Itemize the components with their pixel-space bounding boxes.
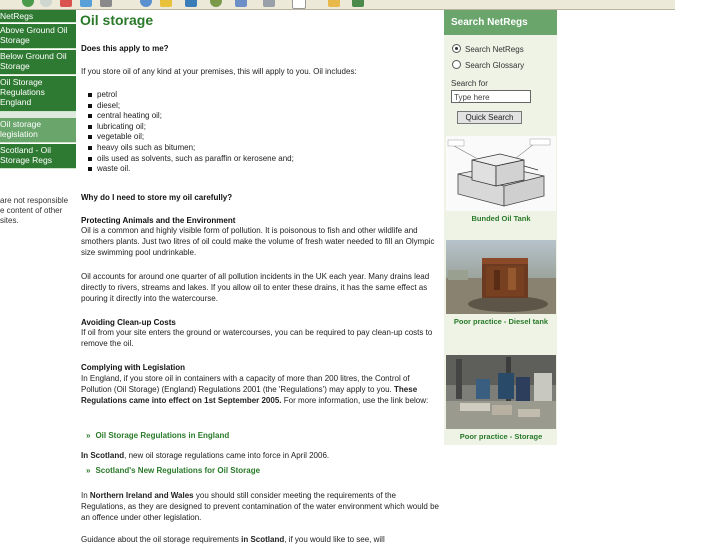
heading-cleanup: Avoiding Clean-up Costs — [81, 318, 176, 327]
search-icon[interactable] — [140, 0, 152, 7]
search-panel-header: Search NetRegs — [444, 10, 557, 35]
bunded-tank-drawing — [446, 136, 556, 211]
nav-item-label: Scotland - Oil — [0, 145, 52, 155]
refresh-icon[interactable] — [80, 0, 92, 7]
nav-item-label: Oil Storage — [0, 77, 43, 87]
link-label: Oil Storage Regulations in England — [95, 431, 230, 440]
list-item: diesel; — [88, 101, 294, 112]
link-scotland-regulations[interactable] — [86, 466, 260, 475]
arrow-right-icon: » — [86, 466, 91, 475]
nav-item-legislation[interactable] — [0, 118, 76, 143]
radio-label: Search Glossary — [465, 61, 525, 70]
list-item: waste oil. — [88, 164, 294, 175]
paragraph-ni-wales — [81, 490, 441, 523]
scotland-text: , new oil storage regulations came into force in April 2006. — [124, 451, 330, 460]
image-caption: Poor practice - Storage — [459, 432, 543, 441]
legislation-text: In England, if you store oil in containers with a capacity of more than 200 litres, the Control of Pollution (Oil Storage) (England) Regulations 2001 (the 'Regulations') may apply to you. — [81, 374, 410, 394]
list-item: oils used as solvents, such as paraffin or kerosene and; — [88, 154, 294, 165]
nav-item-label: legislation — [0, 129, 38, 139]
disclaimer-line: e content of other — [0, 206, 63, 215]
nav-item-label: England — [0, 97, 32, 107]
stop-icon[interactable] — [60, 0, 72, 7]
print-icon[interactable] — [263, 0, 275, 7]
nav-item-below-ground[interactable] — [0, 50, 76, 75]
radio-search-netregs[interactable] — [452, 44, 524, 54]
favorites-icon[interactable] — [160, 0, 172, 7]
radio-label: Search NetRegs — [465, 45, 524, 54]
nav-item-label: Regulations — [0, 87, 45, 97]
right-sidebar — [444, 10, 557, 445]
list-item: petrol — [88, 90, 294, 101]
page-title: Oil storage — [80, 12, 154, 28]
radio-selected-icon — [452, 44, 461, 53]
heading-legislation: Complying with Legislation — [81, 363, 185, 372]
paragraph-legislation — [81, 373, 441, 406]
radio-search-glossary[interactable] — [452, 60, 524, 70]
search-input[interactable]: Type here — [451, 90, 531, 103]
list-item: central heating oil; — [88, 111, 294, 122]
nav-item-label: Storage Regs — [0, 155, 52, 165]
nav-item-label: Oil storage — [0, 119, 42, 129]
heading-applies: Does this apply to me? — [81, 44, 169, 53]
nav-item-label: Above Ground Oil — [0, 25, 68, 35]
image-caption: Poor practice - Diesel tank — [453, 317, 549, 326]
ni-bold-text: Northern Ireland and Wales — [89, 491, 194, 500]
link-label: Scotland's New Regulations for Oil Storage — [95, 466, 261, 475]
image-caption: Bunded Oil Tank — [471, 214, 531, 223]
nav-item-label: NetRegs — [0, 11, 34, 21]
history-icon[interactable] — [210, 0, 222, 7]
search-for-label: Search for — [451, 79, 488, 88]
toolbar-blank — [675, 0, 720, 10]
heading-protecting: Protecting Animals and the Environment — [81, 216, 236, 225]
home-icon[interactable] — [100, 0, 112, 7]
list-item: vegetable oil; — [88, 132, 294, 143]
nav-item-netregs[interactable] — [0, 10, 76, 23]
media-icon[interactable] — [185, 0, 197, 7]
cutoff-bold-text: in Scotland — [241, 535, 285, 544]
image-card-diesel-tank[interactable] — [446, 240, 556, 326]
link-oil-storage-england[interactable] — [86, 431, 229, 440]
paragraph-cleanup: If oil from your site enters the ground or watercourses, you can be required to pay clean-up costs to remove the oil. — [81, 328, 433, 348]
image-card-bunded-tank[interactable] — [446, 136, 556, 223]
radio-unselected-icon — [452, 60, 461, 69]
paragraph-protecting-2: Oil accounts for around one quarter of all pollution incidents in the UK each year. Many drains lead directly to rivers, streams and lakes. If you allow oil to enter these drains, it has the same effect as pouring it directly into the watercourse. — [81, 272, 430, 303]
ni-text: you should still consider meeting the requirements of the Regulations, as they are designed to prevent contamination of the water environment which would be an offence under other legislation. — [81, 491, 439, 522]
scotland-bold-text: In Scotland — [81, 451, 125, 460]
ni-prefix-text: In — [81, 491, 90, 500]
back-icon[interactable] — [22, 0, 34, 7]
disclaimer-line: are not responsible — [0, 196, 69, 205]
left-nav — [0, 10, 76, 540]
storage-photo — [446, 355, 556, 429]
paragraph-protecting-1: Oil is a common and highly visible form of pollution. It is poisonous to fish and other wildlife and smothers plants. Just two litres of oil could make the volume of fresh water needed to fill an Olympic size swimming pool undrinkable. — [81, 226, 435, 257]
paragraph-scotland — [81, 450, 441, 461]
messenger-icon[interactable] — [352, 0, 364, 7]
disclaimer-line: sites. — [0, 216, 19, 225]
quick-search-button[interactable]: Quick Search — [457, 111, 522, 124]
nav-item-regulations-england[interactable] — [0, 76, 76, 112]
disclaimer-text — [0, 196, 76, 226]
nav-item-label: Below Ground Oil — [0, 51, 67, 61]
mail-icon[interactable] — [235, 0, 247, 7]
nav-item-scotland[interactable] — [0, 144, 76, 169]
nav-item-label: Storage — [0, 35, 30, 45]
edit-icon[interactable] — [292, 0, 306, 9]
oil-types-list — [88, 90, 294, 175]
legislation-date-text: These Regulations came into effect on 1st September 2005. — [81, 385, 418, 405]
cutoff-rest-text: , if you would like to see, will — [284, 535, 385, 544]
list-item: lubricating oil; — [88, 122, 294, 133]
legislation-more-text: For more information, use the link below: — [283, 396, 429, 405]
arrow-right-icon: » — [86, 431, 91, 440]
discuss-icon[interactable] — [328, 0, 340, 7]
diesel-tank-photo — [446, 240, 556, 314]
image-card-storage[interactable] — [446, 355, 556, 441]
forward-icon[interactable] — [40, 0, 52, 7]
cutoff-text: Guidance about the oil storage requirements — [81, 535, 242, 544]
intro-text: If you store oil of any kind at your premises, this will apply to you. Oil includes: — [81, 67, 357, 76]
browser-toolbar — [0, 0, 675, 10]
heading-why: Why do I need to store my oil carefully? — [81, 193, 233, 202]
list-item: heavy oils such as bitumen; — [88, 143, 294, 154]
nav-item-above-ground[interactable] — [0, 24, 76, 49]
nav-item-label: Storage — [0, 61, 30, 71]
